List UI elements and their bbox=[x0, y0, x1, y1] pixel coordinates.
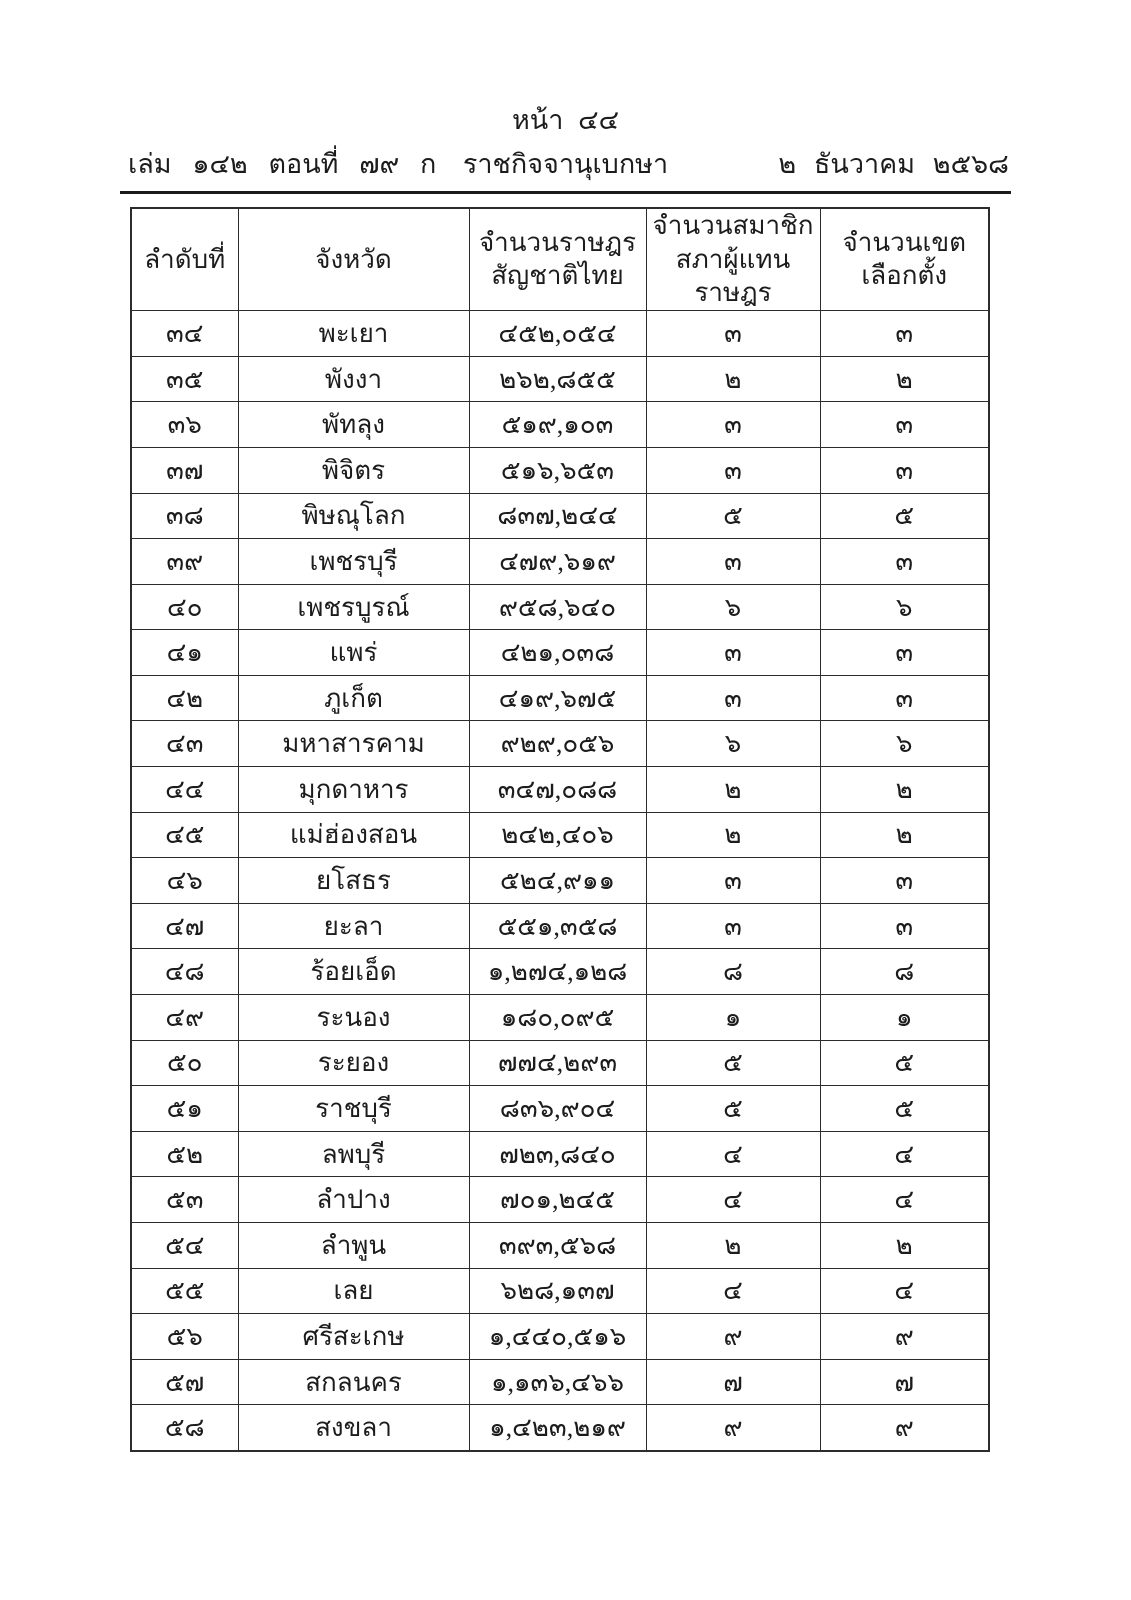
table-row bbox=[131, 903, 989, 949]
table-cell: ๕ bbox=[820, 1086, 989, 1132]
table-cell: เพชรบูรณ์ bbox=[238, 584, 469, 630]
table-cell: ๔๒ bbox=[131, 675, 238, 721]
table-cell: ๔๑ bbox=[131, 630, 238, 676]
table-cell: ลำพูน bbox=[238, 1223, 469, 1269]
table-cell: ๓๖ bbox=[131, 402, 238, 448]
table-cell: ๘๓๗,๒๔๔ bbox=[469, 493, 646, 539]
table-cell: ๕๒ bbox=[131, 1131, 238, 1177]
table-cell: ๓ bbox=[646, 447, 820, 493]
table-cell: ๓ bbox=[646, 311, 820, 357]
column-header-label: ลำดับที่ bbox=[144, 244, 226, 274]
table-cell: ๕ bbox=[820, 493, 989, 539]
table-cell: แพร่ bbox=[238, 630, 469, 676]
table-cell: ๓ bbox=[646, 630, 820, 676]
table-cell: พังงา bbox=[238, 356, 469, 402]
table-row bbox=[131, 402, 989, 448]
table-cell: ๑ bbox=[820, 995, 989, 1041]
table-row bbox=[131, 539, 989, 585]
table-cell: ๔๗๙,๖๑๙ bbox=[469, 539, 646, 585]
table-cell: ๘๓๖,๙๐๔ bbox=[469, 1086, 646, 1132]
table-cell: ๗๒๓,๘๔๐ bbox=[469, 1131, 646, 1177]
table-cell: ๕๓ bbox=[131, 1177, 238, 1223]
volume-part-label: เล่ม ๑๔๒ ตอนที่ ๗๙ ก bbox=[128, 148, 437, 179]
table-row bbox=[131, 1086, 989, 1132]
table-cell: ๑๘๐,๐๙๕ bbox=[469, 995, 646, 1041]
table-cell: ๒ bbox=[820, 767, 989, 813]
table-cell: ภูเก็ต bbox=[238, 675, 469, 721]
table-cell: แม่ฮ่องสอน bbox=[238, 812, 469, 858]
table-cell: เลย bbox=[238, 1268, 469, 1314]
table-row bbox=[131, 493, 989, 539]
table-cell: ๔ bbox=[646, 1268, 820, 1314]
table-cell: ๙๒๙,๐๕๖ bbox=[469, 721, 646, 767]
table-cell: ๕ bbox=[646, 1086, 820, 1132]
table-row bbox=[131, 356, 989, 402]
table-cell: ศรีสะเกษ bbox=[238, 1314, 469, 1360]
header-row bbox=[131, 208, 989, 311]
table-cell: พัทลุง bbox=[238, 402, 469, 448]
table-cell: ๓ bbox=[646, 858, 820, 904]
table-cell: ๒ bbox=[820, 812, 989, 858]
table-cell: มหาสารคาม bbox=[238, 721, 469, 767]
table-row bbox=[131, 1359, 989, 1405]
table-cell: ๗๗๔,๒๙๓ bbox=[469, 1040, 646, 1086]
table-cell: ๔๘ bbox=[131, 949, 238, 995]
table-cell: พิจิตร bbox=[238, 447, 469, 493]
table-cell: ๔๕๒,๐๕๔ bbox=[469, 311, 646, 357]
table-cell: ๖ bbox=[820, 584, 989, 630]
table-cell: ๔ bbox=[820, 1268, 989, 1314]
table-cell: ราชบุรี bbox=[238, 1086, 469, 1132]
table-cell: ๕๗ bbox=[131, 1359, 238, 1405]
table-cell: ๓ bbox=[820, 402, 989, 448]
table-row bbox=[131, 1131, 989, 1177]
column-header-label-line2: สัญชาติไทย bbox=[491, 261, 624, 291]
table-cell: ๓ bbox=[646, 539, 820, 585]
table-cell: ๗ bbox=[646, 1359, 820, 1405]
table-cell: ๓๔๗,๐๘๘ bbox=[469, 767, 646, 813]
table-cell: สกลนคร bbox=[238, 1359, 469, 1405]
table-cell: มุกดาหาร bbox=[238, 767, 469, 813]
table-cell: ๓๕ bbox=[131, 356, 238, 402]
table-cell: ๑ bbox=[646, 995, 820, 1041]
table-row bbox=[131, 1268, 989, 1314]
table-cell: ร้อยเอ็ด bbox=[238, 949, 469, 995]
table-cell: ๕๒๔,๙๑๑ bbox=[469, 858, 646, 904]
table-cell: ๓๙ bbox=[131, 539, 238, 585]
table-cell: ๘ bbox=[646, 949, 820, 995]
table-cell: ๒ bbox=[646, 356, 820, 402]
table-cell: ๓ bbox=[820, 903, 989, 949]
table-cell: ๑,๔๒๓,๒๑๙ bbox=[469, 1405, 646, 1451]
table-cell: ๔ bbox=[646, 1177, 820, 1223]
table-cell: ๕ bbox=[820, 1040, 989, 1086]
table-row bbox=[131, 447, 989, 493]
table-cell: ๔๐ bbox=[131, 584, 238, 630]
table-cell: ๓ bbox=[646, 675, 820, 721]
masthead bbox=[120, 145, 1011, 183]
table-cell: ๕๐ bbox=[131, 1040, 238, 1086]
table-cell: ๕๘ bbox=[131, 1405, 238, 1451]
table-cell: ๓๔ bbox=[131, 311, 238, 357]
table-cell: ๑,๔๔๐,๕๑๖ bbox=[469, 1314, 646, 1360]
table-cell: ๙ bbox=[646, 1314, 820, 1360]
table-cell: ๗๐๑,๒๔๕ bbox=[469, 1177, 646, 1223]
table-body bbox=[131, 311, 989, 1451]
table-cell: ๖ bbox=[646, 584, 820, 630]
page-number: หน้า ๔๔ bbox=[511, 105, 620, 135]
table-cell: ๒๔๒,๔๐๖ bbox=[469, 812, 646, 858]
table-cell: ๒ bbox=[820, 356, 989, 402]
table-cell: ยะลา bbox=[238, 903, 469, 949]
table-cell: ๓๙๓,๕๖๘ bbox=[469, 1223, 646, 1269]
table-row bbox=[131, 858, 989, 904]
column-header-population bbox=[469, 208, 646, 311]
table-cell: ๓ bbox=[646, 402, 820, 448]
table-cell: ๒ bbox=[646, 767, 820, 813]
table-cell: ๕๑๙,๑๐๓ bbox=[469, 402, 646, 448]
table-cell: ๒๖๒,๘๕๕ bbox=[469, 356, 646, 402]
table-cell: ๓ bbox=[820, 675, 989, 721]
table-cell: ๕ bbox=[646, 1040, 820, 1086]
column-header-province bbox=[238, 208, 469, 311]
table-row bbox=[131, 630, 989, 676]
table-cell: ๓ bbox=[820, 858, 989, 904]
column-header-index bbox=[131, 208, 238, 311]
table-row bbox=[131, 767, 989, 813]
column-header-label-line2: สภาผู้แทนราษฎร bbox=[675, 244, 791, 308]
table-cell: ๕๑ bbox=[131, 1086, 238, 1132]
column-header-label-line1: จำนวนราษฎร bbox=[478, 227, 637, 257]
table-cell: ๔๒๑,๐๓๘ bbox=[469, 630, 646, 676]
header-rule bbox=[120, 191, 1011, 194]
table-cell: ระยอง bbox=[238, 1040, 469, 1086]
table-cell: ๔๔ bbox=[131, 767, 238, 813]
table-cell: ๑,๒๗๔,๑๒๘ bbox=[469, 949, 646, 995]
table-cell: ๓ bbox=[820, 539, 989, 585]
publication-date: ๒ ธันวาคม ๒๕๖๘ bbox=[778, 148, 1009, 179]
column-header-label: จังหวัด bbox=[315, 244, 392, 274]
table-cell: ๕๑๖,๖๕๓ bbox=[469, 447, 646, 493]
table-cell: ๖ bbox=[820, 721, 989, 767]
table-cell: ๔ bbox=[820, 1131, 989, 1177]
table-cell: ๒ bbox=[646, 812, 820, 858]
table-cell: ระนอง bbox=[238, 995, 469, 1041]
table-cell: ๕๔ bbox=[131, 1223, 238, 1269]
table-cell: ๔ bbox=[646, 1131, 820, 1177]
table-cell: ๙ bbox=[646, 1405, 820, 1451]
table-row bbox=[131, 1177, 989, 1223]
table-cell: ๓ bbox=[646, 903, 820, 949]
table-cell: ลพบุรี bbox=[238, 1131, 469, 1177]
table-cell: ๕๖ bbox=[131, 1314, 238, 1360]
column-header-districts bbox=[820, 208, 989, 311]
table-cell: สงขลา bbox=[238, 1405, 469, 1451]
column-header-label-line1: จำนวนสมาชิก bbox=[652, 210, 814, 240]
table-row bbox=[131, 1405, 989, 1451]
table-cell: ๑,๑๓๖,๔๖๖ bbox=[469, 1359, 646, 1405]
table-row bbox=[131, 1040, 989, 1086]
table-row bbox=[131, 1223, 989, 1269]
table-cell: ๓ bbox=[820, 447, 989, 493]
table-row bbox=[131, 1314, 989, 1360]
table-cell: ๙ bbox=[820, 1314, 989, 1360]
table-cell: ๕๕๑,๓๕๘ bbox=[469, 903, 646, 949]
column-header-label: จำนวนเขตเลือกตั้ง bbox=[842, 227, 967, 291]
table-cell: ๔๕ bbox=[131, 812, 238, 858]
table-cell: ๙๕๘,๖๔๐ bbox=[469, 584, 646, 630]
table-cell: ๖ bbox=[646, 721, 820, 767]
table-cell: ๔ bbox=[820, 1177, 989, 1223]
provinces-table bbox=[130, 207, 990, 1452]
table-row bbox=[131, 721, 989, 767]
table-row bbox=[131, 995, 989, 1041]
table-cell: ๕ bbox=[646, 493, 820, 539]
table-cell: ๔๗ bbox=[131, 903, 238, 949]
table-cell: ๓ bbox=[820, 630, 989, 676]
table-cell: ๙ bbox=[820, 1405, 989, 1451]
table-row bbox=[131, 311, 989, 357]
table-cell: พะเยา bbox=[238, 311, 469, 357]
table-header bbox=[131, 208, 989, 311]
table-cell: ๓๘ bbox=[131, 493, 238, 539]
table-cell: ๔๓ bbox=[131, 721, 238, 767]
column-header-mps bbox=[646, 208, 820, 311]
table-row bbox=[131, 584, 989, 630]
table-cell: ๔๑๙,๖๗๕ bbox=[469, 675, 646, 721]
table-row bbox=[131, 949, 989, 995]
table-cell: เพชรบุรี bbox=[238, 539, 469, 585]
table-cell: ๖๒๘,๑๓๗ bbox=[469, 1268, 646, 1314]
table-cell: ๘ bbox=[820, 949, 989, 995]
table-cell: ลำปาง bbox=[238, 1177, 469, 1223]
table-row bbox=[131, 675, 989, 721]
table-cell: ๔๙ bbox=[131, 995, 238, 1041]
table-cell: ๒ bbox=[820, 1223, 989, 1269]
table-cell: ยโสธร bbox=[238, 858, 469, 904]
table-cell: พิษณุโลก bbox=[238, 493, 469, 539]
gazette-title: ราชกิจจานุเบกษา bbox=[462, 148, 669, 179]
table-row bbox=[131, 812, 989, 858]
table-cell: ๒ bbox=[646, 1223, 820, 1269]
table-cell: ๗ bbox=[820, 1359, 989, 1405]
table-cell: ๔๖ bbox=[131, 858, 238, 904]
table-cell: ๕๕ bbox=[131, 1268, 238, 1314]
table-cell: ๓๗ bbox=[131, 447, 238, 493]
table-cell: ๓ bbox=[820, 311, 989, 357]
